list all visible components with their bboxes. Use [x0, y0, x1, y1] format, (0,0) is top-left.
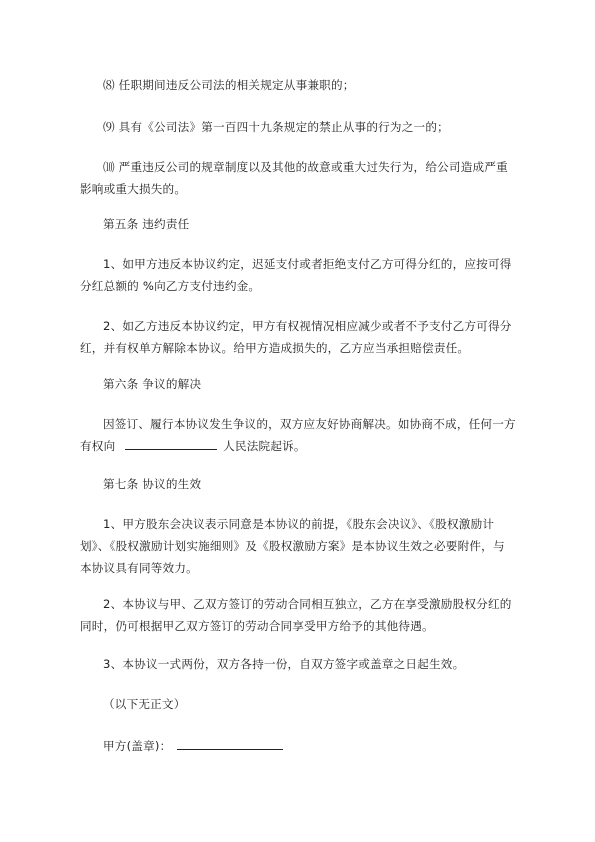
clause-item-10 — [80, 156, 526, 200]
section-5-heading-text: 第五条 违约责任 — [103, 217, 190, 231]
signature-line-party-a — [80, 735, 549, 757]
section-6-paragraph-1-line-2 — [80, 435, 526, 457]
closing-note — [80, 693, 549, 715]
closing-note-text: （以下无正文） — [103, 697, 186, 711]
section-7-heading — [80, 473, 549, 495]
section-5-paragraph-2-line-1: 2、如乙方违反本协议约定，甲方有权视情况相应减少或者不予支付乙方可得分 — [103, 319, 512, 333]
section-7-paragraph-3 — [80, 653, 549, 675]
signature-label: 甲方(盖章)： — [103, 739, 172, 753]
signature-blank — [177, 735, 283, 750]
clause-item-9-text: ⑼ 具有《公司法》第一百四十九条规定的禁止从事的行为之一的； — [103, 120, 449, 134]
court-prefix: 有权向 — [80, 439, 116, 453]
section-5-paragraph-1 — [80, 253, 526, 297]
section-6-heading — [80, 373, 549, 395]
section-7-paragraph-1-line-2: 划》、《股权激励计划实施细则》及《股权激励方案》是本协议生效之必要附件，与 — [80, 539, 505, 553]
court-name-blank — [125, 435, 217, 450]
section-5-paragraph-2 — [80, 315, 526, 359]
section-7-paragraph-3-text: 3、本协议一式两份，双方各持一份，自双方签字或盖章之日起生效。 — [103, 657, 465, 671]
section-7-paragraph-2 — [80, 593, 526, 637]
section-7-paragraph-2-line-1: 2、本协议与甲、乙双方签订的劳动合同相互独立，乙方在享受激励股权分红的 — [103, 597, 512, 611]
section-7-heading-text: 第七条 协议的生效 — [103, 477, 202, 491]
clause-item-8-text: ⑻ 任职期间违反公司法的相关规定从事兼职的； — [103, 78, 355, 92]
section-7-paragraph-1-line-1: 1、甲方股东会决议表示同意是本协议的前提，《股东会决议》、《股权激励计 — [103, 517, 495, 531]
section-5-paragraph-2-line-2: 红，并有权单方解除本协议。给甲方造成损失的，乙方应当承担赔偿责任。 — [80, 341, 470, 355]
clause-item-8 — [80, 74, 549, 96]
section-5-paragraph-1-line-1: 1、如甲方违反本协议约定，迟延支付或者拒绝支付乙方可得分红的，应按可得 — [103, 257, 512, 271]
clause-item-10-line-2: 影响或重大损失的。 — [80, 182, 187, 196]
section-6-paragraph-1 — [80, 413, 526, 457]
section-5-heading — [80, 213, 549, 235]
section-6-paragraph-1-line-1: 因签订、履行本协议发生争议的，双方应友好协商解决。如协商不成，任何一方 — [103, 417, 516, 431]
section-7-paragraph-1-line-3: 本协议具有同等效力。 — [80, 561, 198, 575]
section-7-paragraph-1 — [80, 513, 526, 579]
clause-item-9 — [80, 116, 549, 138]
clause-item-10-line-1: ⑽ 严重违反公司的规章制度以及其他的故意或重大过失行为，给公司造成严重 — [103, 160, 508, 174]
section-5-paragraph-1-line-2: 分红总额的 %向乙方支付违约金。 — [80, 279, 261, 293]
section-7-paragraph-2-line-2: 同时，仍可根据甲乙双方签订的劳动合同享受甲方给予的其他待遇。 — [80, 619, 434, 633]
court-suffix: 人民法院起诉。 — [223, 439, 306, 453]
section-6-heading-text: 第六条 争议的解决 — [103, 377, 202, 391]
